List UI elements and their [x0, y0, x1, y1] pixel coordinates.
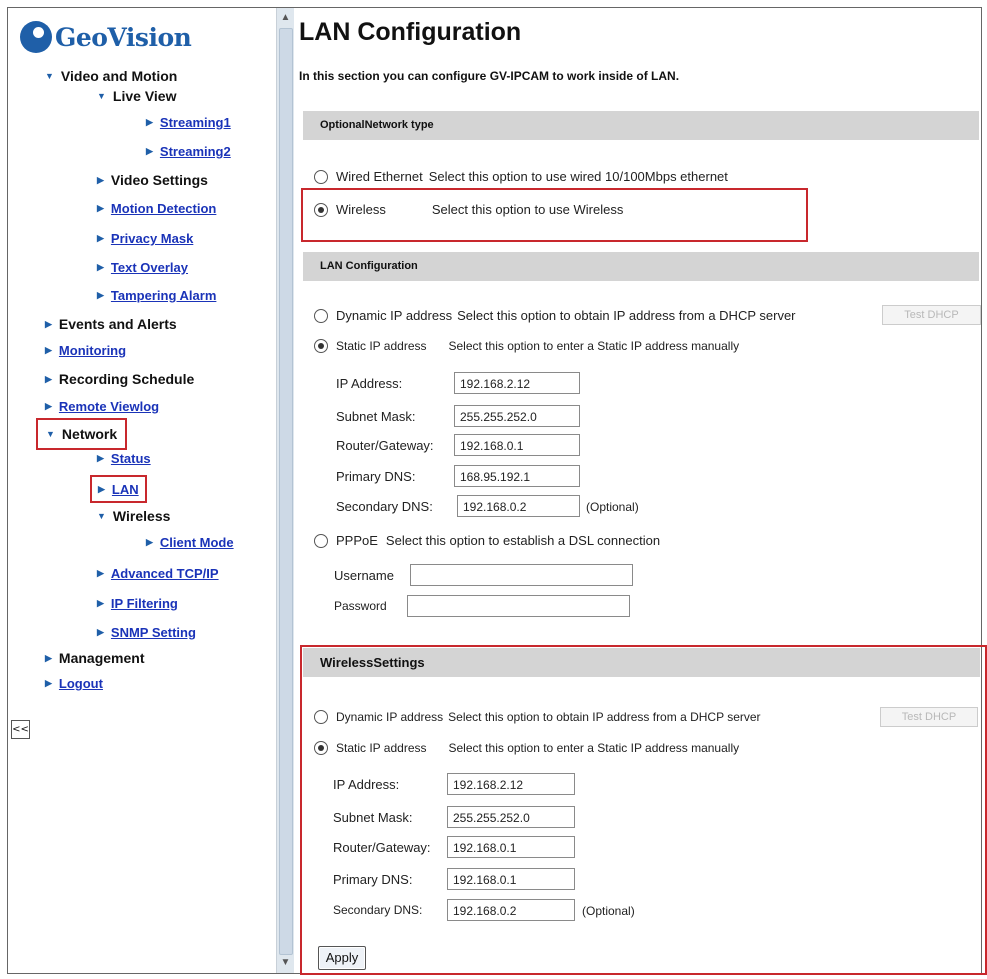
wireless-dns1-label: Primary DNS: [333, 872, 413, 887]
wireless-subnet-label: Subnet Mask: [333, 810, 413, 825]
nav-video-settings[interactable]: ▶ Video Settings [97, 172, 208, 188]
nav-privacy-mask[interactable]: ▶ Privacy Mask [97, 231, 194, 246]
arrow-right-icon: ▶ [97, 453, 104, 463]
expanded-arrow-icon: ▼ [46, 429, 55, 439]
wireless-static-ip-radio[interactable] [314, 741, 328, 755]
wireless-gateway-label: Router/Gateway: [333, 840, 431, 855]
arrow-right-icon: ▶ [45, 652, 52, 663]
lan-ip-label: IP Address: [336, 376, 403, 391]
lan-gateway-field[interactable]: 192.168.0.1 [454, 434, 580, 456]
wireless-radio[interactable] [314, 203, 328, 217]
app-window [7, 7, 982, 974]
lan-dns1-field[interactable]: 168.95.192.1 [454, 465, 580, 487]
page-title: LAN Configuration [299, 18, 522, 46]
nav-network[interactable]: ▼ Network [36, 418, 127, 450]
nav-logout[interactable]: ▶ Logout [45, 676, 103, 691]
username-label: Username [334, 568, 394, 583]
network-type-header: OptionalNetwork type [303, 111, 979, 140]
wired-ethernet-radio[interactable] [314, 170, 328, 184]
nav-snmp-setting[interactable]: ▶ SNMP Setting [97, 625, 196, 640]
nav-status[interactable]: ▶ Status [97, 451, 151, 466]
nav-client-mode[interactable]: ▶ Client Mode [146, 535, 234, 550]
nav-events-and-alerts[interactable]: ▶ Events and Alerts [45, 316, 177, 332]
apply-button[interactable]: Apply [318, 946, 366, 970]
nav-motion-detection[interactable]: ▶ Motion Detection [97, 201, 217, 216]
arrow-right-icon: ▶ [45, 345, 52, 355]
arrow-right-icon: ▶ [98, 483, 105, 494]
arrow-right-icon: ▶ [97, 627, 104, 637]
scroll-thumb[interactable] [279, 28, 293, 955]
arrow-right-icon: ▶ [45, 678, 52, 688]
arrow-right-icon: ▶ [146, 117, 153, 127]
wireless-dns2-optional-note: (Optional) [582, 904, 635, 918]
expanded-arrow-icon: ▼ [45, 71, 54, 81]
expanded-arrow-icon: ▼ [97, 91, 106, 101]
nav-recording-schedule[interactable]: ▶ Recording Schedule [45, 371, 195, 387]
collapse-sidebar-button[interactable]: << [11, 720, 30, 739]
lan-dns2-optional-note: (Optional) [586, 500, 639, 514]
lan-static-ip-radio[interactable] [314, 339, 328, 353]
nav-management[interactable]: ▶ Management [45, 650, 145, 666]
password-field[interactable] [407, 595, 630, 617]
nav-monitoring[interactable]: ▶ Monitoring [45, 343, 127, 358]
wireless-ip-label: IP Address: [333, 777, 400, 792]
lan-dns1-label: Primary DNS: [336, 469, 416, 484]
lan-test-dhcp-button[interactable]: Test DHCP [882, 305, 981, 325]
arrow-right-icon: ▶ [45, 318, 52, 329]
arrow-right-icon: ▶ [97, 203, 104, 213]
nav-streaming2[interactable]: ▶ Streaming2 [146, 144, 231, 159]
wireless-subnet-field[interactable]: 255.255.252.0 [447, 806, 575, 828]
sidebar-scrollbar[interactable] [276, 8, 294, 973]
wireless-settings-header: WirelessSettings [303, 648, 980, 677]
nav-ip-filtering[interactable]: ▶ IP Filtering [97, 596, 178, 611]
sidebar [8, 8, 276, 973]
logo-mark-icon [20, 21, 52, 53]
nav-live-view[interactable]: ▼ Live View [97, 88, 177, 104]
lan-gateway-label: Router/Gateway: [336, 438, 434, 453]
username-field[interactable] [410, 564, 633, 586]
lan-subnet-field[interactable]: 255.255.252.0 [454, 405, 580, 427]
lan-ip-field[interactable]: 192.168.2.12 [454, 372, 580, 394]
wireless-test-dhcp-button[interactable]: Test DHCP [880, 707, 978, 727]
wireless-dns1-field[interactable]: 192.168.0.1 [447, 868, 575, 890]
nav-text-overlay[interactable]: ▶ Text Overlay [97, 260, 189, 275]
arrow-right-icon: ▶ [146, 537, 153, 547]
arrow-right-icon: ▶ [146, 146, 153, 156]
wireless-gateway-field[interactable]: 192.168.0.1 [447, 836, 575, 858]
geovision-logo [20, 20, 191, 54]
wireless-dynamic-ip-radio[interactable] [314, 710, 328, 724]
nav-wireless[interactable]: ▼ Wireless [97, 508, 171, 524]
scroll-down-icon[interactable]: ▼ [280, 957, 291, 968]
arrow-right-icon: ▶ [97, 598, 104, 608]
lan-dns2-field[interactable]: 192.168.0.2 [457, 495, 580, 517]
arrow-right-icon: ▶ [97, 290, 104, 300]
lan-dynamic-ip-radio[interactable] [314, 309, 328, 323]
arrow-right-icon: ▶ [97, 262, 104, 272]
main-content [297, 8, 981, 973]
arrow-right-icon: ▶ [97, 568, 104, 578]
nav-lan[interactable]: ▶ LAN [90, 475, 147, 503]
expanded-arrow-icon: ▼ [97, 511, 106, 521]
lan-config-header: LAN Configuration [303, 252, 979, 281]
lan-dns2-label: Secondary DNS: [336, 499, 433, 514]
arrow-right-icon: ▶ [97, 233, 104, 243]
nav-tampering-alarm[interactable]: ▶ Tampering Alarm [97, 288, 217, 303]
nav-video-and-motion[interactable]: ▼ Video and Motion [45, 68, 178, 84]
wireless-dynamic-ip-option[interactable]: Dynamic IP address Select this option to obtain IP address from a DHCP server [314, 710, 761, 724]
nav-advanced-tcpip[interactable]: ▶ Advanced TCP/IP [97, 566, 219, 581]
lan-subnet-label: Subnet Mask: [336, 409, 416, 424]
lan-dynamic-ip-option[interactable]: Dynamic IP address Select this option to obtain IP address from a DHCP server [314, 308, 796, 323]
wireless-dns2-label: Secondary DNS: [333, 903, 423, 917]
intro-text: In this section you can configure GV-IPCAM to work inside of LAN. [299, 69, 680, 83]
wireless-option[interactable]: Wireless Select this option to use Wireless [314, 202, 623, 217]
wired-ethernet-option[interactable]: Wired Ethernet Select this option to use wired 10/100Mbps ethernet [314, 169, 728, 184]
arrow-right-icon: ▶ [45, 401, 52, 411]
wireless-static-ip-option[interactable]: Static IP address Select this option to enter a Static IP address manually [314, 741, 739, 755]
password-label: Password [334, 599, 387, 613]
arrow-right-icon: ▶ [45, 373, 52, 384]
wireless-dns2-field[interactable]: 192.168.0.2 [447, 899, 575, 921]
pppoe-radio[interactable] [314, 534, 328, 548]
scroll-up-icon[interactable]: ▲ [280, 12, 291, 23]
nav-streaming1[interactable]: ▶ Streaming1 [146, 115, 231, 130]
wireless-ip-field[interactable]: 192.168.2.12 [447, 773, 575, 795]
arrow-right-icon: ▶ [97, 174, 104, 185]
nav-remote-viewlog[interactable]: ▶ Remote Viewlog [45, 399, 160, 414]
pppoe-option[interactable]: PPPoE Select this option to establish a DSL connection [314, 533, 660, 548]
lan-static-ip-option[interactable]: Static IP address Select this option to enter a Static IP address manually [314, 339, 739, 353]
logo-text: GeoVision [55, 22, 192, 52]
